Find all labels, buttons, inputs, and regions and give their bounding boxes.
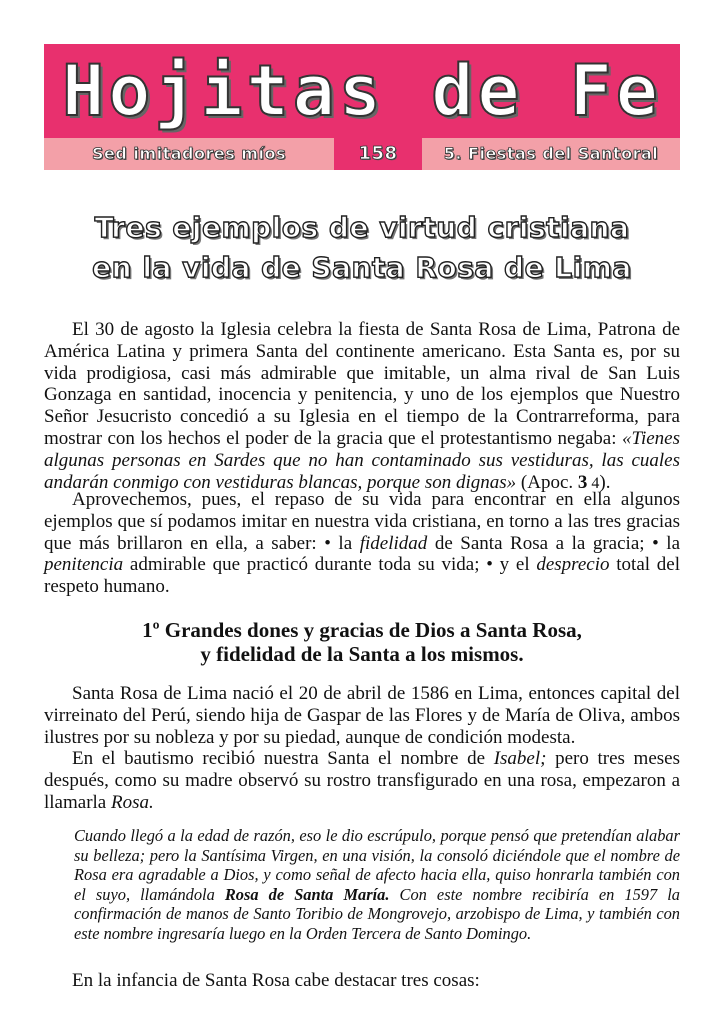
article-title-line1: Tres ejemplos de virtud cristiana — [94, 211, 630, 244]
note-c: Con este nombre recibiría en 1597 la confirmación de manos de Santo Toribio de Mongrovejo, arzobispo de Lima, y también con este nombre ingresaría luego en la Orden Tercera de Santo Domingo. — [74, 884, 681, 943]
paragraph-baptism — [44, 748, 680, 813]
italic-note — [74, 826, 680, 943]
section-heading-1 — [44, 618, 680, 666]
article-title — [44, 208, 680, 288]
intro-ref-verse: 4 — [587, 474, 600, 492]
purpose-a: Aprovechemos, pues, el repaso de su vida para encontrar en ella algunos ejemplos que sí podamos imitar en nuestra vida cristiana, en torno a las tres gracias que más brillaron en ella, a saber: • la — [44, 489, 680, 554]
baptism-a: En el bautismo recibió nuestra Santa el nombre de — [72, 748, 494, 769]
paragraph-childhood: En la infancia de Santa Rosa cabe destacar tres cosas: — [72, 970, 480, 991]
baptism-rosa: Rosa. — [111, 791, 154, 813]
paragraph-intro — [44, 319, 680, 494]
section-heading-1-line1: 1º Grandes dones y gracias de Dios a Santa Rosa, — [142, 618, 582, 642]
intro-text: El 30 de agosto la Iglesia celebra la fiesta de Santa Rosa de Lima, Patrona de América Latina y primera Santa del continente americano. Esta Santa es, por su vida prodigiosa, casi más admirable que imitable, un alma rival de San Luis Gonzaga en santidad, inocencia y penitencia, y uno de los ejemplos que Nuestro Señor Jesucristo concedió a su Iglesia en el tiempo de la Contrarreforma, para mostrar con los hechos el poder de la gracia que el protestantismo negaba: — [44, 319, 680, 449]
masthead-title: Hojitas de Fe — [62, 50, 662, 132]
section-heading-1-line2: y fidelidad de la Santa a los mismos. — [200, 642, 524, 666]
issue-number: 158 — [334, 138, 422, 170]
intro-quote: «Tienes algunas personas en Sardes que no han contaminado sus vestiduras, las cuales andarán conmigo con vestiduras blancas, porque son dignas» — [44, 427, 680, 493]
masthead — [44, 44, 680, 170]
purpose-desprecio: desprecio — [536, 554, 610, 576]
baptism-isabel: Isabel; — [493, 748, 547, 769]
article-title-line2: en la vida de Santa Rosa de Lima — [92, 251, 632, 284]
masthead-subbar — [44, 138, 680, 170]
purpose-e: admirable que practicó durante toda su vida; • y el — [123, 554, 537, 576]
purpose-penitencia: penitencia — [44, 554, 124, 576]
masthead-motto: Sed imitadores míos — [92, 144, 286, 163]
intro-ref-chapter: 3 — [577, 471, 588, 493]
note-a: Cuando llegó a la edad de razón, eso le dio escrúpulo, porque pensó que pretendían alabar su belleza; pero la Santísima Virgen, en una visión, la consoló diciéndole que el nombre de Rosa era agradable a Dios, y como señal de afecto hacia ella, quiso honrarla también con el suyo, llamándola — [74, 826, 680, 904]
masthead-banner — [44, 44, 680, 138]
paragraph-purpose — [44, 489, 680, 598]
purpose-fidelidad: fidelidad — [359, 532, 428, 554]
intro-ref-prefix: (Apoc. — [516, 471, 578, 493]
baptism-c: pero tres meses después, como su madre observó su rostro transfigurado en una rosa, empezaron a llamarla — [44, 748, 680, 813]
purpose-c: de Santa Rosa a la gracia; • la — [427, 532, 681, 554]
intro-ref-suffix: ). — [599, 471, 611, 493]
purpose-g: total del respeto humano. — [44, 554, 681, 598]
series-section: 5. Fiestas del Santoral — [443, 144, 659, 163]
note-name: Rosa de Santa María. — [224, 884, 390, 904]
paragraph-birth: Santa Rosa de Lima nació el 20 de abril de 1586 en Lima, entonces capital del virreinato del Perú, siendo hija de Gaspar de las Flores y de María de Oliva, ambos ilustres por su nobleza y por su piedad, aunque de condición modesta. — [44, 683, 680, 748]
